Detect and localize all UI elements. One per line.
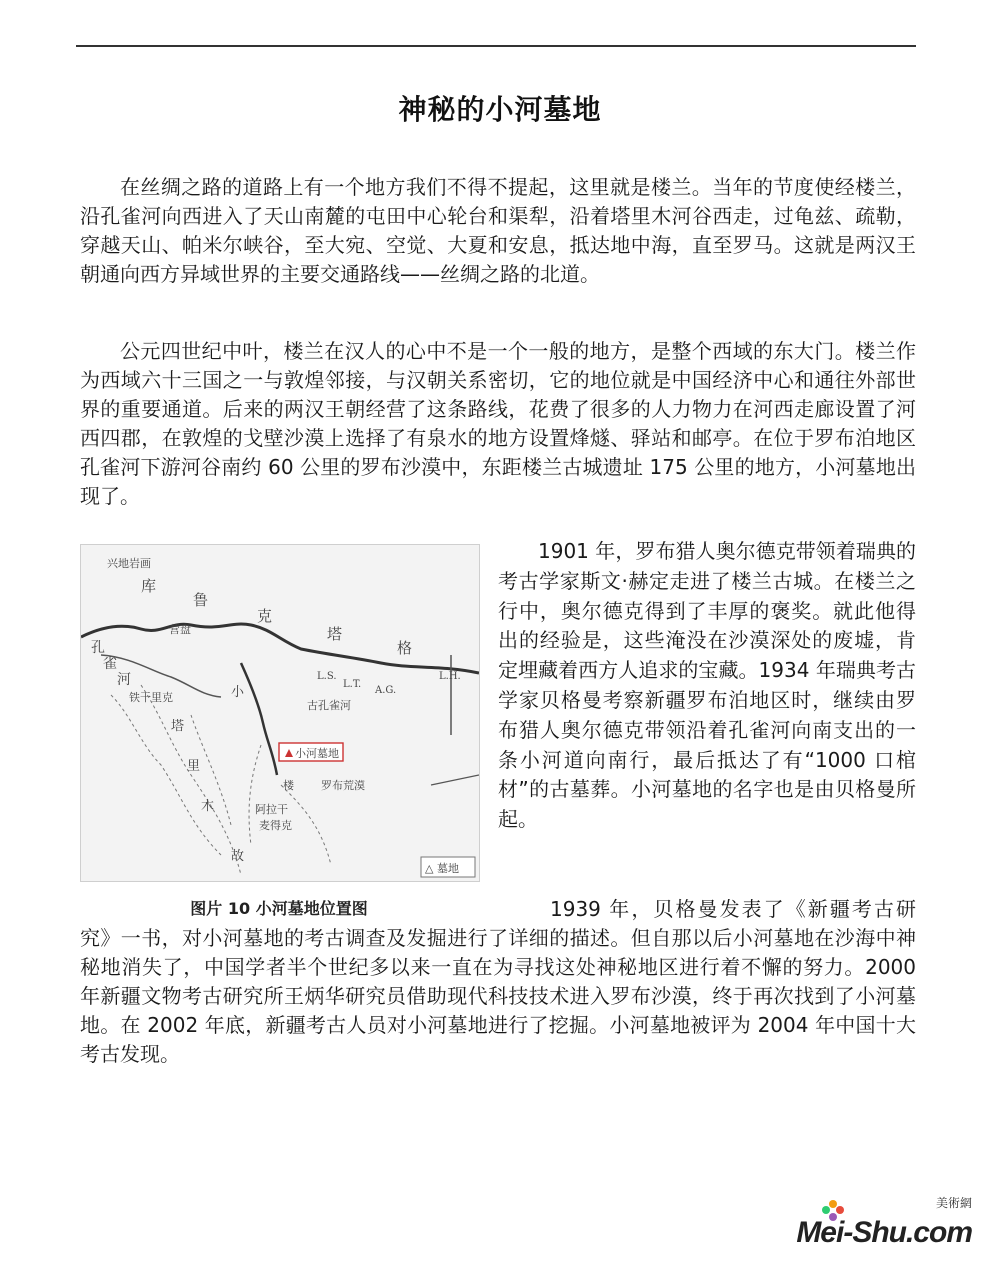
map-label-ku: 库 (141, 577, 157, 595)
map-label-yingpan: 营盘 (169, 623, 191, 636)
map-label-tieganliker: 铁干里克 (129, 691, 173, 704)
map-label-ag: A.G. (375, 685, 397, 696)
map-label-ls: L.S. (317, 671, 337, 682)
map-label-que: 雀 (103, 656, 117, 672)
map-label-xiao: 小 (231, 685, 245, 700)
header-rule (76, 45, 916, 47)
figure-caption: 图片 10 小河墓地位置图 (190, 899, 368, 918)
map-label-he: 河 (117, 672, 131, 688)
watermark-cn: 美術網 (935, 1196, 972, 1210)
paragraph-2-block (80, 337, 916, 511)
map-legend: △ 墓地 (425, 862, 459, 875)
paragraph-1-block (80, 173, 916, 289)
map-label-kong: 孔 (91, 640, 105, 656)
paragraph-4-block (80, 895, 916, 1069)
map-label-xiaohe-cemetery: 小河墓地 (295, 747, 339, 760)
map-label-gu: 故 (231, 849, 245, 864)
page-title: 神秘的小河墓地 (398, 93, 602, 126)
map-label-mu: 木 (201, 799, 215, 814)
map-label-ke: 克 (257, 607, 273, 625)
map-label-lt: L.T. (343, 679, 362, 690)
watermark-en: Mei-Shu.com (796, 1216, 972, 1249)
map-label-ancient-river: 古孔雀河 (307, 699, 351, 712)
paragraph-3: 1901 年，罗布猎人奥尔德克带领着瑞典的考古学家斯文·赫定走进了楼兰古城。在楼兰之行中，奥尔德克得到了丰厚的褒奖。就此他得出的经验是，这些淹没在沙漠深处的废墟，肯定埋藏着西方人追求的宝藏。1934 年瑞典考古学家贝格曼考察新疆罗布泊地区时，继续由罗布猎人奥尔德克带领沿着孔雀河向南支出的一条小河道向南行，最后抵达了有“1000 口棺材”的古墓葬。小河墓地的名字也是由贝格曼所起。 (498, 539, 916, 832)
map-label-ta: 塔 (327, 625, 343, 643)
map-label-maidek: 麦得克 (259, 819, 292, 832)
map-label-lou: 楼 (283, 779, 294, 792)
paragraph-1: 在丝绸之路的道路上有一个地方我们不得不提起，这里就是楼兰。当年的节度使经楼兰，沿孔雀河向西进入了天山南麓的屯田中心轮台和渠犁，沿着塔里木河谷西走，过龟兹、疏勒，穿越天山、帕米尔峡谷，至大宛、空觉、大夏和安息，抵达地中海，直至罗马。这就是两汉王朝通向西方异域世界的主要交通路线——丝绸之路的北道。 (80, 175, 916, 286)
map-label-luobu-desert: 罗布荒漠 (321, 779, 365, 792)
map-figure (80, 544, 480, 882)
map-label-ge: 格 (397, 639, 413, 657)
map-label-lu: 鲁 (193, 591, 209, 609)
map-label-rock-art: 兴地岩画 (107, 557, 151, 570)
map-label-li: 里 (187, 759, 201, 774)
map-label-ta2: 塔 (171, 719, 185, 734)
watermark (782, 1194, 972, 1264)
map-label-alagan: 阿拉干 (255, 803, 288, 816)
map-label-lh: L.H. (439, 671, 461, 682)
paragraph-4: 1939 年，贝格曼发表了《新疆考古研究》一书，对小河墓地的考古调查及发掘进行了详细的描述。但自那以后小河墓地在沙海中神秘地消失了，中国学者半个世纪多以来一直在为寻找这处神秘地区进行着不懈的努力。2000 年新疆文物考古研究所王炳华研究员借助现代科技技术进入罗布沙漠，终于再次找到了小河墓地。在 2002 年底，新疆考古人员对小河墓地进行了挖掘。小河墓地被评为 2004 年中国十大考古发现。 (80, 897, 916, 1066)
paragraph-2: 公元四世纪中叶，楼兰在汉人的心中不是一个一般的地方，是整个西域的东大门。楼兰作为西域六十三国之一与敦煌邻接，与汉朝关系密切，它的地位就是中国经济中心和通往外部世界的重要通道。后来的两汉王朝经营了这条路线，花费了很多的人力物力在河西走廊设置了河西四郡，在敦煌的戈壁沙漠上选择了有泉水的地方设置烽燧、驿站和邮亭。在位于罗布泊地区孔雀河下游河谷南约 60 公里的罗布沙漠中，东距楼兰古城遗址 175 公里的地方，小河墓地出现了。 (80, 339, 916, 508)
